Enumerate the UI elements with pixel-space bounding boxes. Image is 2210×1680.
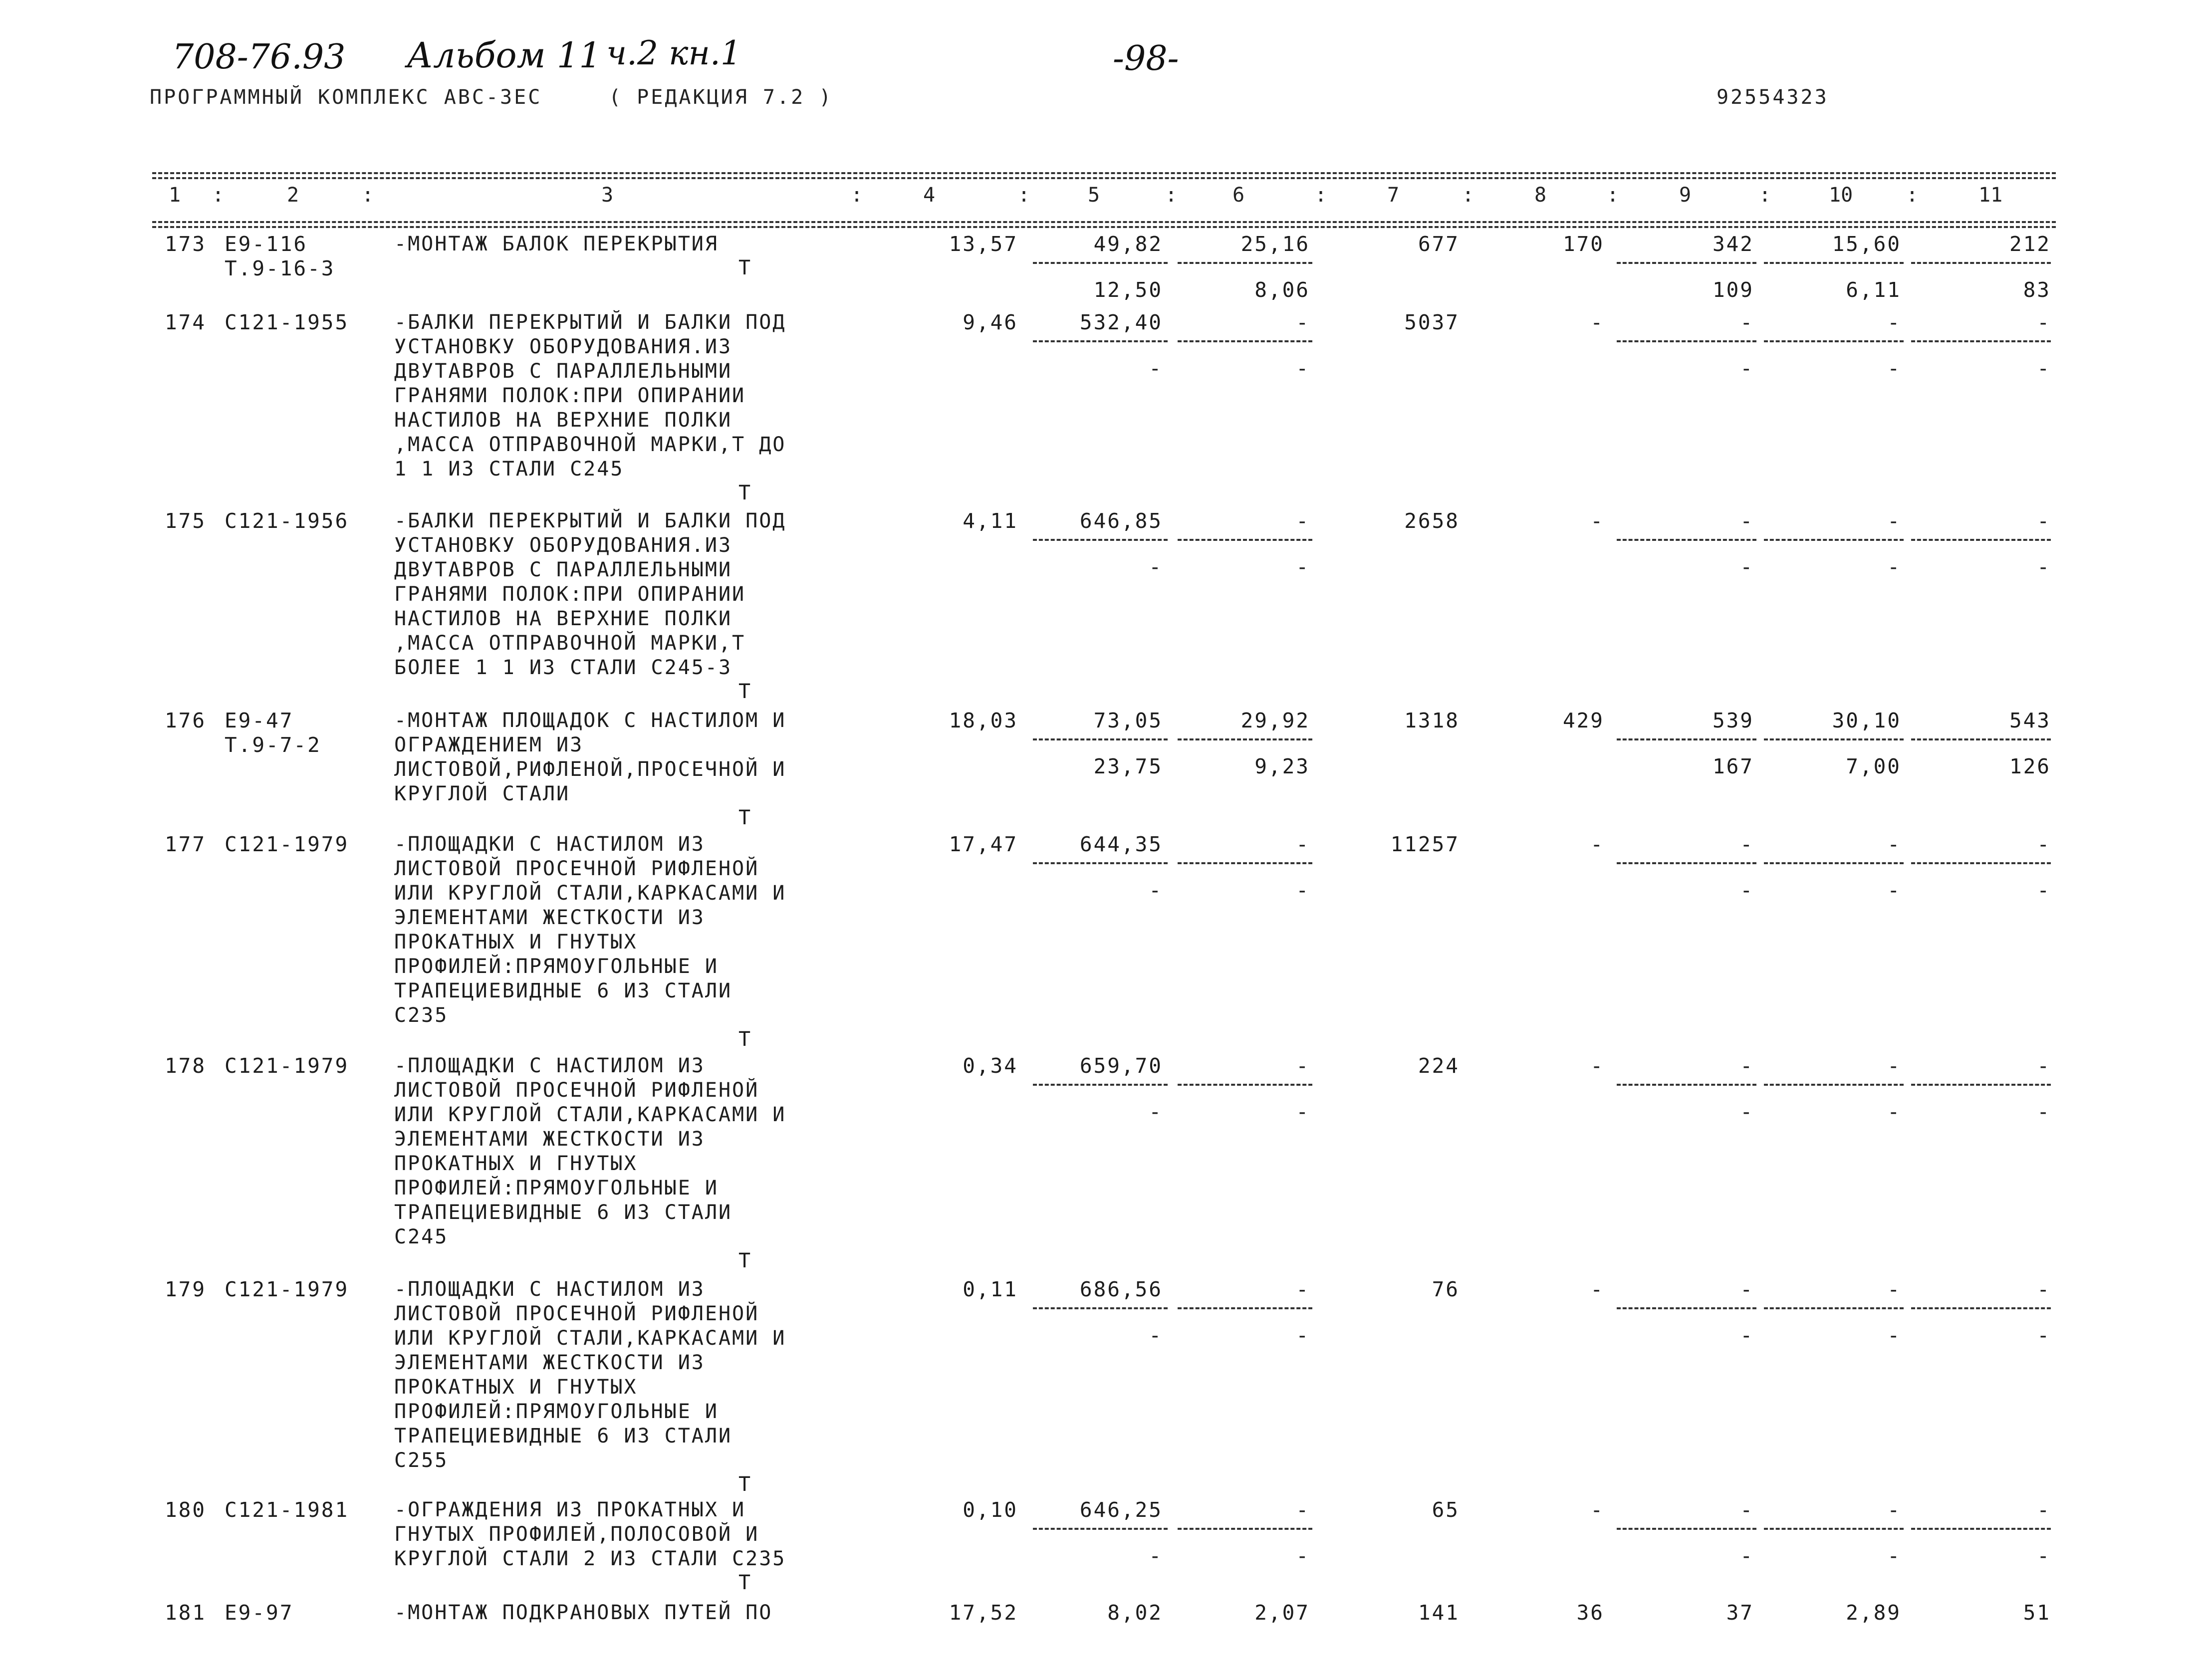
cell-c4: 9,46 — [963, 310, 1018, 334]
col-header-2: 2 — [287, 184, 299, 207]
row-number: 179 — [165, 1277, 207, 1301]
cell-c8: - — [1590, 1498, 1604, 1522]
cell-c6: 25,16 — [1240, 232, 1310, 256]
cell-c7: 5037 — [1404, 310, 1460, 334]
cell-c8: - — [1590, 1054, 1604, 1078]
cell-c7: 1318 — [1404, 709, 1460, 732]
cell-c11: - — [2037, 1498, 2051, 1522]
row-unit: Т — [738, 680, 751, 703]
cell-divider — [1617, 738, 1756, 740]
cell-c11-sub: - — [2037, 1100, 2051, 1124]
row-code: С121-1979 — [225, 1054, 349, 1078]
cell-c7: 11257 — [1390, 832, 1460, 856]
cell-c6: - — [1296, 1498, 1310, 1522]
cell-divider — [1178, 862, 1312, 864]
cell-c5-sub: - — [1149, 356, 1163, 380]
cell-c9: - — [1740, 509, 1754, 533]
cell-divider — [1033, 340, 1168, 342]
cell-c10: 15,60 — [1832, 232, 1901, 256]
row-unit: Т — [738, 256, 751, 279]
cell-c10-sub: - — [1887, 878, 1901, 902]
cell-c9: - — [1740, 1277, 1754, 1301]
cell-c9-sub: - — [1740, 1323, 1754, 1347]
cell-c5: 659,70 — [1079, 1054, 1163, 1078]
row-unit: Т — [738, 1249, 751, 1272]
cell-c9: 37 — [1726, 1601, 1754, 1625]
cell-c9-sub: - — [1740, 1100, 1754, 1124]
row-code: С121-1981 — [225, 1498, 349, 1522]
table-row — [0, 232, 2210, 302]
cell-c6: - — [1296, 1277, 1310, 1301]
row-description: -МОНТАЖ БАЛОК ПЕРЕКРЫТИЯ — [394, 233, 719, 255]
cell-c5-sub: - — [1149, 878, 1163, 902]
cell-c5: 49,82 — [1093, 232, 1163, 256]
cell-c10-sub: - — [1887, 356, 1901, 380]
cell-divider — [1764, 1528, 1904, 1530]
cell-divider — [1033, 1084, 1168, 1086]
cell-c4: 17,52 — [949, 1601, 1018, 1625]
cell-divider — [1033, 862, 1168, 864]
col-sep: : — [1906, 184, 1919, 207]
row-code: С121-1955 — [225, 310, 349, 334]
cell-divider — [1178, 539, 1312, 541]
col-header-10: 10 — [1829, 184, 1853, 207]
col-sep: : — [1018, 184, 1030, 207]
cell-c5: 646,25 — [1079, 1498, 1163, 1522]
cell-c8: - — [1590, 1277, 1604, 1301]
cell-divider — [1617, 262, 1756, 264]
cell-c11: 543 — [2009, 709, 2051, 732]
cell-c9-sub: - — [1740, 356, 1754, 380]
cell-c4: 4,11 — [963, 509, 1018, 533]
cell-divider — [1911, 1307, 2051, 1309]
row-description: -МОНТАЖ ПОДКРАНОВЫХ ПУТЕЙ ПО — [394, 1601, 773, 1624]
cell-divider — [1033, 539, 1168, 541]
cell-c10: - — [1887, 310, 1901, 334]
cell-c4: 0,10 — [963, 1498, 1018, 1522]
cell-c6: 2,07 — [1254, 1601, 1310, 1625]
cell-c4: 17,47 — [949, 832, 1018, 856]
cell-c9-sub: 109 — [1712, 278, 1754, 302]
cell-divider — [1033, 262, 1168, 264]
cell-c8: 36 — [1576, 1601, 1604, 1625]
cell-c5-sub: - — [1149, 1323, 1163, 1347]
cell-c6: - — [1296, 310, 1310, 334]
col-sep: : — [1462, 184, 1474, 207]
row-description: -ПЛОЩАДКИ С НАСТИЛОМ ИЗ ЛИСТОВОЙ ПРОСЕЧНОЙ РИФЛЕНОЙ ИЛИ КРУГЛОЙ СТАЛИ,КАРКАСАМИ И ЭЛЕМЕНТАМИ ЖЕСТКОСТИ ИЗ ПРОКАТНЫХ И ГНУТЫХ ПРОФИЛЕЙ:ПРЯМОУГОЛЬНЫЕ И ТРАПЕЦИЕВИДНЫЕ 6 ИЗ СТАЛИ С235 — [394, 833, 786, 1027]
row-number: 175 — [165, 509, 207, 533]
cell-c5: 73,05 — [1093, 709, 1163, 732]
cell-divider — [1178, 340, 1312, 342]
row-unit: Т — [738, 1028, 751, 1051]
cell-c9-sub: - — [1740, 1544, 1754, 1568]
cell-c11-sub: - — [2037, 1544, 2051, 1568]
row-number: 176 — [165, 709, 207, 732]
col-header-11: 11 — [1978, 184, 2003, 207]
cell-c5: 8,02 — [1107, 1601, 1163, 1625]
cell-c11-sub: - — [2037, 1323, 2051, 1347]
row-number: 177 — [165, 832, 207, 856]
cell-c4: 13,57 — [949, 232, 1018, 256]
table-row — [0, 709, 2210, 829]
cell-c10-sub: - — [1887, 1544, 1901, 1568]
header-rule-bottom — [152, 221, 2056, 223]
cell-c9-sub: - — [1740, 878, 1754, 902]
cell-c10: - — [1887, 832, 1901, 856]
col-header-8: 8 — [1534, 184, 1547, 207]
col-sep: : — [1165, 184, 1178, 207]
cell-divider — [1033, 1528, 1168, 1530]
col-sep: : — [212, 184, 225, 207]
row-unit: Т — [738, 481, 751, 504]
cell-divider — [1617, 1084, 1756, 1086]
cell-c5-sub: - — [1149, 555, 1163, 579]
row-code-sub: Т.9-16-3 — [225, 256, 335, 280]
cell-divider — [1178, 1528, 1312, 1530]
cell-c9: - — [1740, 832, 1754, 856]
col-header-5: 5 — [1088, 184, 1100, 207]
cell-c7: 76 — [1432, 1277, 1460, 1301]
cell-c11: 51 — [2023, 1601, 2051, 1625]
row-unit: Т — [738, 806, 751, 829]
row-code: С121-1979 — [225, 832, 349, 856]
table-row — [0, 310, 2210, 504]
cell-c6-sub: - — [1296, 1100, 1310, 1124]
cell-divider — [1911, 340, 2051, 342]
cell-divider — [1617, 1528, 1756, 1530]
cell-c7: 2658 — [1404, 509, 1460, 533]
cell-divider — [1911, 738, 2051, 740]
handwritten-code: 708-76.93 — [172, 37, 346, 77]
cell-c9: 539 — [1712, 709, 1754, 732]
cell-c10-sub: - — [1887, 555, 1901, 579]
edition-label: ( РЕДАКЦИЯ 7.2 ) — [609, 86, 833, 109]
cell-c6-sub: - — [1296, 878, 1310, 902]
row-number: 174 — [165, 310, 207, 334]
row-description: -БАЛКИ ПЕРЕКРЫТИЙ И БАЛКИ ПОД УСТАНОВКУ ОБОРУДОВАНИЯ.ИЗ ДВУТАВРОВ С ПАРАЛЛЕЛЬНЫМИ ГРАНЯМИ ПОЛОК:ПРИ ОПИРАНИИ НАСТИЛОВ НА ВЕРХНИЕ ПОЛКИ ,МАССА ОТПРАВОЧНОЙ МАРКИ,Т ДО 1 1 ИЗ СТАЛИ С245 — [394, 311, 786, 480]
table-row — [0, 1498, 2210, 1594]
cell-c11-sub: - — [2037, 555, 2051, 579]
cell-c5: 644,35 — [1079, 832, 1163, 856]
col-header-4: 4 — [923, 184, 936, 207]
document-number: 92554323 — [1717, 86, 1829, 109]
handwritten-page: -98- — [1113, 39, 1179, 78]
cell-c8: 170 — [1562, 232, 1604, 256]
cell-divider — [1617, 862, 1756, 864]
cell-c4: 0,11 — [963, 1277, 1018, 1301]
cell-divider — [1178, 262, 1312, 264]
cell-c10: - — [1887, 509, 1901, 533]
table-row — [0, 1601, 2210, 1625]
cell-c11: - — [2037, 832, 2051, 856]
cell-c8: - — [1590, 310, 1604, 334]
cell-c7: 677 — [1418, 232, 1460, 256]
cell-c6: 29,92 — [1240, 709, 1310, 732]
cell-c9: 342 — [1712, 232, 1754, 256]
cell-c10-sub: 6,11 — [1846, 278, 1901, 302]
table-row — [0, 1054, 2210, 1272]
header-rule-top — [152, 172, 2056, 174]
cell-c7: 224 — [1418, 1054, 1460, 1078]
cell-c10-sub: - — [1887, 1100, 1901, 1124]
row-description: -ПЛОЩАДКИ С НАСТИЛОМ ИЗ ЛИСТОВОЙ ПРОСЕЧНОЙ РИФЛЕНОЙ ИЛИ КРУГЛОЙ СТАЛИ,КАРКАСАМИ И ЭЛЕМЕНТАМИ ЖЕСТКОСТИ ИЗ ПРОКАТНЫХ И ГНУТЫХ ПРОФИЛЕЙ:ПРЯМОУГОЛЬНЫЕ И ТРАПЕЦИЕВИДНЫЕ 6 ИЗ СТАЛИ С255 — [394, 1278, 786, 1472]
col-header-9: 9 — [1679, 184, 1692, 207]
cell-divider — [1764, 862, 1904, 864]
header-rule-top2 — [152, 177, 2056, 179]
cell-c11: - — [2037, 1054, 2051, 1078]
cell-c6-sub: - — [1296, 1323, 1310, 1347]
cell-c11: 212 — [2009, 232, 2051, 256]
row-code: С121-1979 — [225, 1277, 349, 1301]
cell-c11: - — [2037, 310, 2051, 334]
col-header-3: 3 — [601, 184, 614, 207]
cell-divider — [1764, 262, 1904, 264]
cell-c9: - — [1740, 310, 1754, 334]
cell-divider — [1178, 738, 1312, 740]
cell-c6: - — [1296, 509, 1310, 533]
row-code: Е9-116 — [225, 232, 308, 256]
cell-c7: 141 — [1418, 1601, 1460, 1625]
handwritten-part: ч.2 кн.1 — [606, 34, 741, 72]
cell-divider — [1911, 1528, 2051, 1530]
cell-c10: - — [1887, 1054, 1901, 1078]
cell-c7: 65 — [1432, 1498, 1460, 1522]
cell-c11: - — [2037, 1277, 2051, 1301]
cell-divider — [1764, 340, 1904, 342]
table-row — [0, 509, 2210, 703]
cell-c11-sub: 83 — [2023, 278, 2051, 302]
row-number: 178 — [165, 1054, 207, 1078]
row-description: -БАЛКИ ПЕРЕКРЫТИЙ И БАЛКИ ПОД УСТАНОВКУ ОБОРУДОВАНИЯ.ИЗ ДВУТАВРОВ С ПАРАЛЛЕЛЬНЫМИ ГРАНЯМИ ПОЛОК:ПРИ ОПИРАНИИ НАСТИЛОВ НА ВЕРХНИЕ ПОЛКИ ,МАССА ОТПРАВОЧНОЙ МАРКИ,Т БОЛЕЕ 1 1 ИЗ СТАЛИ С245-3 — [394, 509, 786, 679]
cell-divider — [1764, 1084, 1904, 1086]
cell-c6-sub: - — [1296, 555, 1310, 579]
cell-c9: - — [1740, 1498, 1754, 1522]
cell-c10: 30,10 — [1832, 709, 1901, 732]
cell-c11-sub: - — [2037, 878, 2051, 902]
cell-divider — [1911, 262, 2051, 264]
col-sep: : — [1759, 184, 1771, 207]
cell-c8: - — [1590, 509, 1604, 533]
cell-c6-sub: - — [1296, 356, 1310, 380]
cell-c10: - — [1887, 1498, 1901, 1522]
row-number: 173 — [165, 232, 207, 256]
row-code: Е9-47 — [225, 709, 294, 732]
cell-c5-sub: - — [1149, 1544, 1163, 1568]
cell-c10-sub: 7,00 — [1846, 754, 1901, 778]
cell-c5-sub: - — [1149, 1100, 1163, 1124]
cell-divider — [1178, 1084, 1312, 1086]
cell-c11-sub: 126 — [2009, 754, 2051, 778]
row-description: -МОНТАЖ ПЛОЩАДОК С НАСТИЛОМ И ОГРАЖДЕНИЕМ ИЗ ЛИСТОВОЙ,РИФЛЕНОЙ,ПРОСЕЧНОЙ И КРУГЛОЙ СТАЛИ — [394, 709, 786, 805]
program-title: ПРОГРАММНЫЙ КОМПЛЕКС АВС-3ЕС — [150, 86, 542, 109]
cell-c9-sub: 167 — [1712, 754, 1754, 778]
row-description: -ПЛОЩАДКИ С НАСТИЛОМ ИЗ ЛИСТОВОЙ ПРОСЕЧНОЙ РИФЛЕНОЙ ИЛИ КРУГЛОЙ СТАЛИ,КАРКАСАМИ И ЭЛЕМЕНТАМИ ЖЕСТКОСТИ ИЗ ПРОКАТНЫХ И ГНУТЫХ ПРОФИЛЕЙ:ПРЯМОУГОЛЬНЫЕ И ТРАПЕЦИЕВИДНЫЕ 6 ИЗ СТАЛИ С245 — [394, 1054, 786, 1248]
cell-divider — [1911, 1084, 2051, 1086]
cell-divider — [1764, 738, 1904, 740]
row-description: -ОГРАЖДЕНИЯ ИЗ ПРОКАТНЫХ И ГНУТЫХ ПРОФИЛЕЙ,ПОЛОСОВОЙ И КРУГЛОЙ СТАЛИ 2 ИЗ СТАЛИ С235 — [394, 1498, 786, 1570]
row-code-sub: Т.9-7-2 — [225, 733, 321, 757]
cell-c5: 646,85 — [1079, 509, 1163, 533]
cell-c8: 429 — [1562, 709, 1604, 732]
cell-c6-sub: - — [1296, 1544, 1310, 1568]
cell-c10: 2,89 — [1846, 1601, 1901, 1625]
cell-c11-sub: - — [2037, 356, 2051, 380]
cell-c5-sub: 12,50 — [1093, 278, 1163, 302]
cell-c5: 686,56 — [1079, 1277, 1163, 1301]
cell-c4: 18,03 — [949, 709, 1018, 732]
table-row — [0, 832, 2210, 1051]
cell-c6-sub: 9,23 — [1254, 754, 1310, 778]
cell-c6: - — [1296, 1054, 1310, 1078]
cell-c5: 532,40 — [1079, 310, 1163, 334]
header-rule-bottom2 — [152, 226, 2056, 228]
col-sep: : — [1607, 184, 1619, 207]
col-sep: : — [851, 184, 863, 207]
cell-divider — [1617, 539, 1756, 541]
row-code: Е9-97 — [225, 1601, 294, 1625]
col-header-1: 1 — [169, 184, 181, 207]
cell-divider — [1764, 539, 1904, 541]
cell-c11: - — [2037, 509, 2051, 533]
cell-c10: - — [1887, 1277, 1901, 1301]
cell-c4: 0,34 — [963, 1054, 1018, 1078]
cell-divider — [1033, 738, 1168, 740]
cell-c9: - — [1740, 1054, 1754, 1078]
cell-divider — [1911, 862, 2051, 864]
col-header-7: 7 — [1387, 184, 1400, 207]
cell-c6-sub: 8,06 — [1254, 278, 1310, 302]
row-unit: Т — [738, 1571, 751, 1594]
cell-divider — [1911, 539, 2051, 541]
col-sep: : — [362, 184, 374, 207]
cell-divider — [1764, 1307, 1904, 1309]
row-number: 180 — [165, 1498, 207, 1522]
cell-divider — [1178, 1307, 1312, 1309]
cell-c8: - — [1590, 832, 1604, 856]
cell-c6: - — [1296, 832, 1310, 856]
table-row — [0, 1277, 2210, 1496]
cell-c10-sub: - — [1887, 1323, 1901, 1347]
cell-c9-sub: - — [1740, 555, 1754, 579]
cell-divider — [1617, 340, 1756, 342]
col-sep: : — [1315, 184, 1327, 207]
cell-divider — [1033, 1307, 1168, 1309]
handwritten-album: Альбом 11 — [407, 35, 601, 76]
row-code: С121-1956 — [225, 509, 349, 533]
row-unit: Т — [738, 1473, 751, 1496]
cell-c5-sub: 23,75 — [1093, 754, 1163, 778]
row-number: 181 — [165, 1601, 207, 1625]
cell-divider — [1617, 1307, 1756, 1309]
col-header-6: 6 — [1232, 184, 1245, 207]
